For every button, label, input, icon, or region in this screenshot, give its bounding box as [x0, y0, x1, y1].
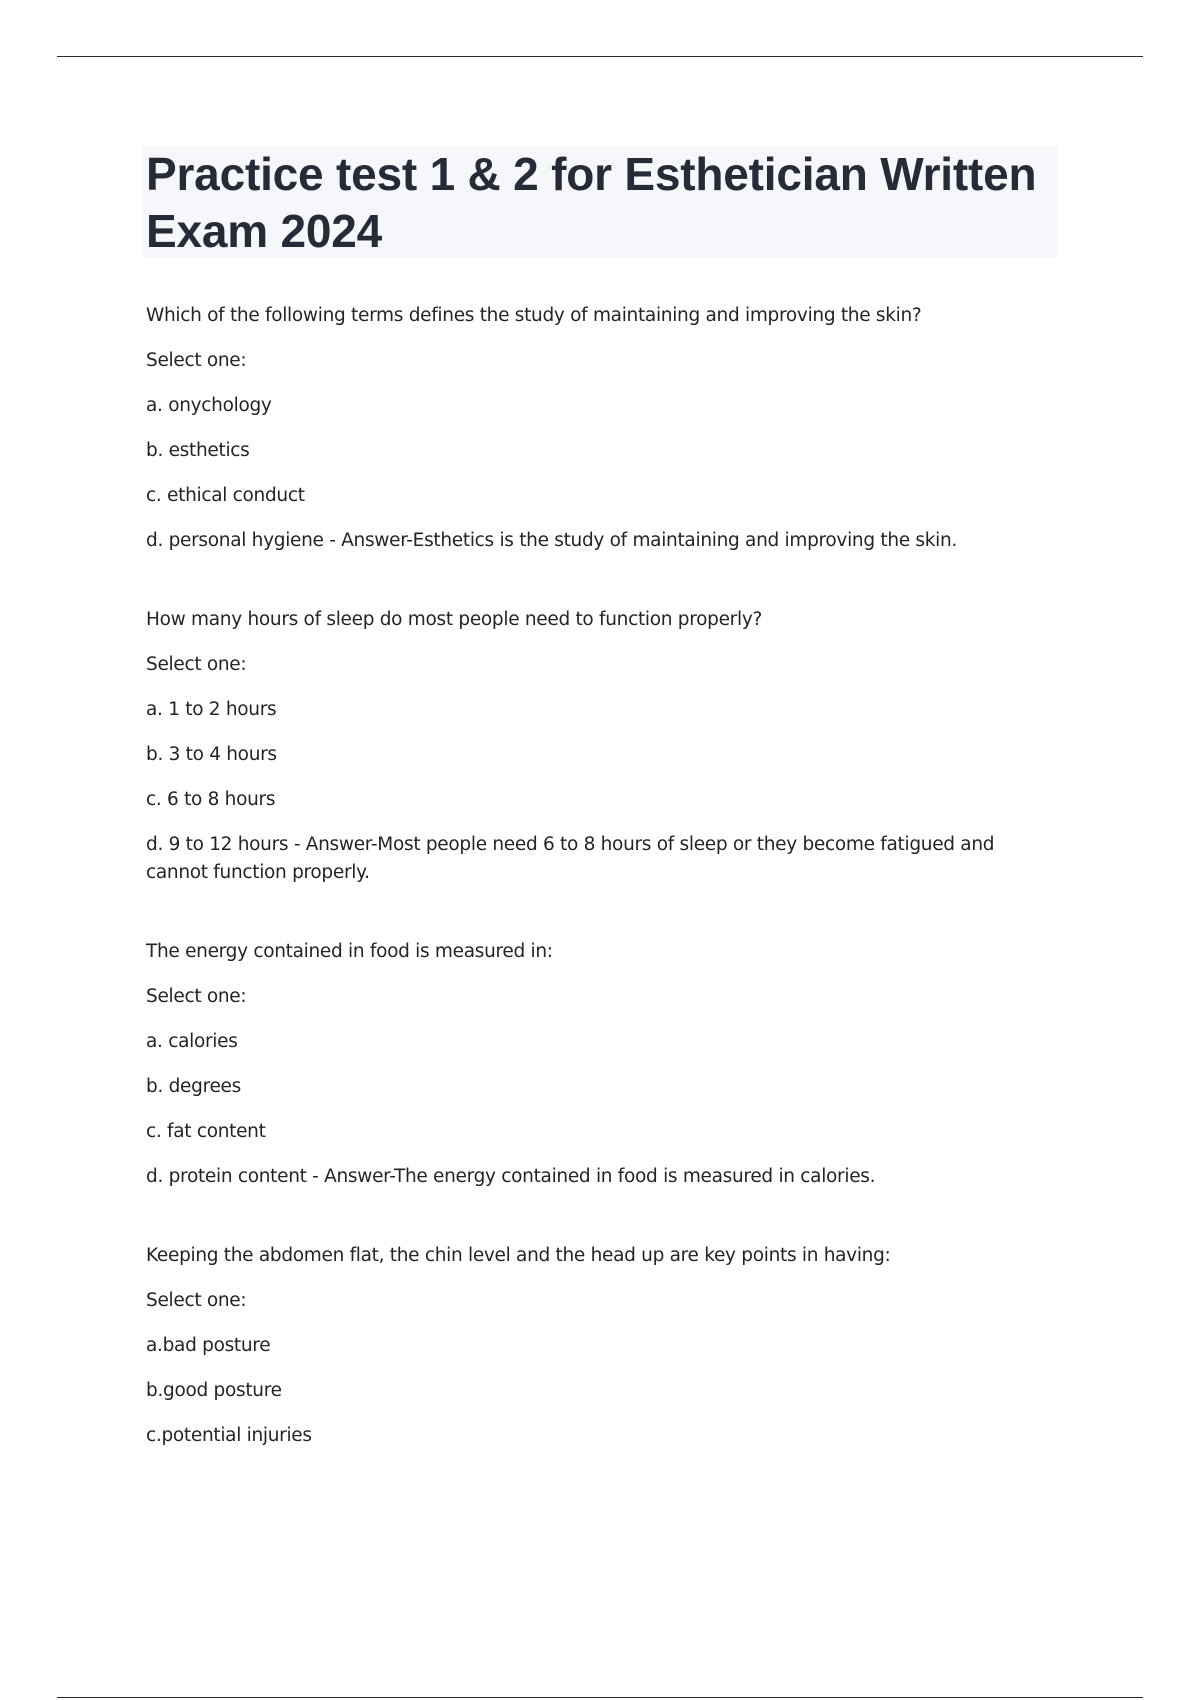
header-rule [57, 56, 1143, 57]
answer-option: b. degrees [146, 1076, 241, 1097]
document-title: Practice test 1 & 2 for Esthetician Written Exam 2024 [146, 148, 1037, 257]
footer-rule [57, 1697, 1143, 1698]
select-one-label: Select one: [146, 350, 247, 371]
question-block [146, 606, 1046, 887]
answer-option: a. calories [146, 1031, 238, 1052]
answer-option: c.potential injuries [146, 1425, 312, 1446]
question-prompt: Which of the following terms defines the study of maintaining and improving the skin? [146, 305, 922, 326]
question-prompt: The energy contained in food is measured in: [146, 941, 553, 962]
question-prompt: Keeping the abdomen flat, the chin level and the head up are key points in having: [146, 1245, 891, 1266]
answer-option: b. 3 to 4 hours [146, 744, 277, 765]
question-block [146, 1242, 1046, 1450]
title-banner [143, 146, 1057, 257]
answer-option-with-answer: d. 9 to 12 hours - Answer-Most people need 6 to 8 hours of sleep or they become fatigued and cannot function properly. [146, 834, 995, 883]
answer-option: c. fat content [146, 1121, 266, 1142]
select-one-label: Select one: [146, 1290, 247, 1311]
answer-option: a.bad posture [146, 1335, 271, 1356]
question-list [146, 302, 1046, 1501]
answer-option: b. esthetics [146, 440, 250, 461]
answer-option: c. 6 to 8 hours [146, 789, 276, 810]
question-block [146, 938, 1046, 1191]
answer-option: a. 1 to 2 hours [146, 699, 277, 720]
answer-option-with-answer: d. protein content - Answer-The energy contained in food is measured in calories. [146, 1166, 876, 1187]
answer-option: a. onychology [146, 395, 272, 416]
answer-option: b.good posture [146, 1380, 282, 1401]
select-one-label: Select one: [146, 986, 247, 1007]
answer-option: c. ethical conduct [146, 485, 305, 506]
question-block [146, 302, 1046, 555]
select-one-label: Select one: [146, 654, 247, 675]
answer-option-with-answer: d. personal hygiene - Answer-Esthetics is the study of maintaining and improving the skin. [146, 530, 958, 551]
question-prompt: How many hours of sleep do most people need to function properly? [146, 609, 762, 630]
